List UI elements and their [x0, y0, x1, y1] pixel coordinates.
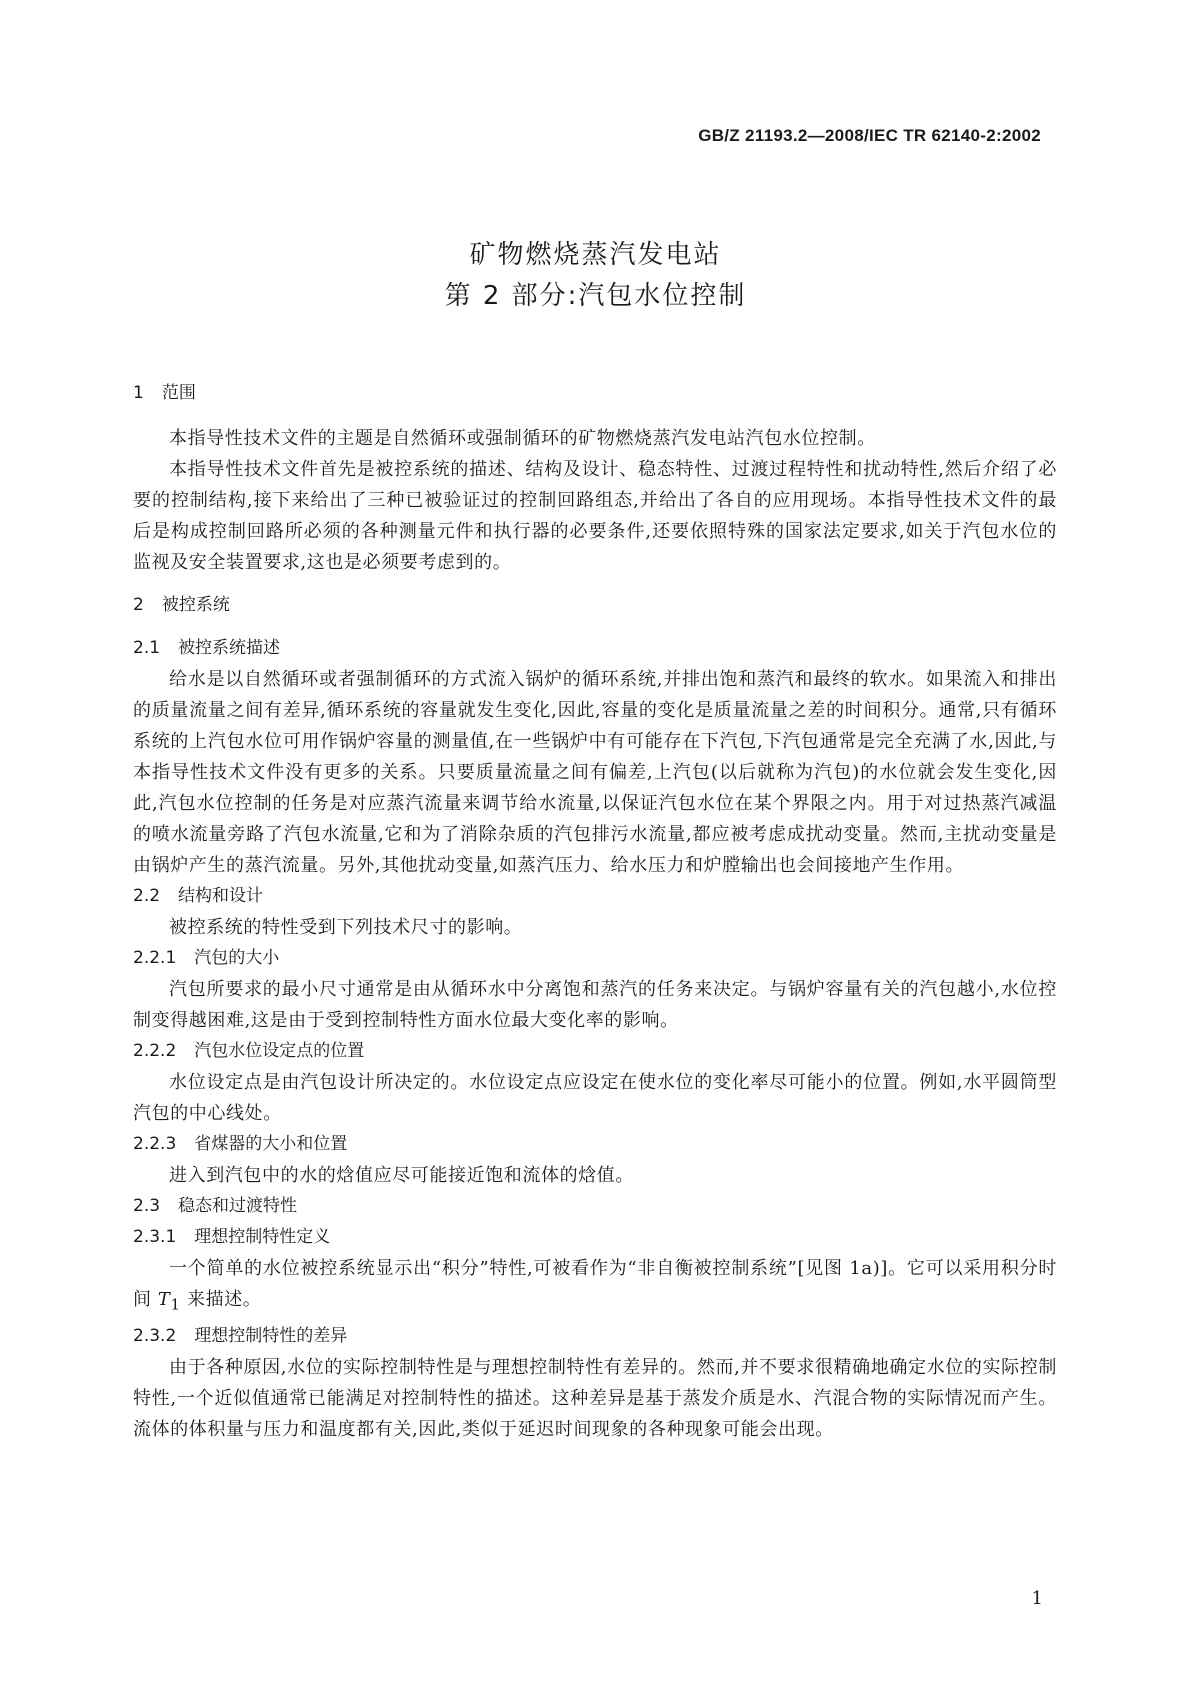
section-number: 2.2.1 — [133, 948, 177, 968]
section-number: 2.2.2 — [133, 1041, 177, 1061]
paragraph-text: 来描述。 — [180, 1289, 262, 1310]
section-title: 汽包的大小 — [194, 948, 280, 968]
paragraph: 水位设定点是由汽包设计所决定的。水位设定点应设定在使水位的变化率尽可能小的位置。例如,水平圆筒型汽包的中心线处。 — [133, 1072, 1057, 1124]
section-heading-2-2-2 — [133, 1036, 1057, 1067]
section-number: 2.3.2 — [133, 1325, 177, 1346]
section-heading-2-3 — [133, 1191, 1057, 1222]
section-title: 被控系统 — [161, 595, 230, 615]
page-number: 1 — [1031, 1588, 1043, 1609]
section-heading-2 — [133, 590, 1057, 621]
document-title-line1: 矿物燃烧蒸汽发电站 — [469, 240, 722, 270]
section-number: 2.3.1 — [133, 1227, 177, 1247]
section-heading-2-2 — [133, 881, 1057, 912]
variable-subscript: 1 — [170, 1295, 181, 1314]
section-heading-1 — [133, 378, 1057, 409]
paragraph: 本指导性技术文件首先是被控系统的描述、结构及设计、稳态特性、过渡过程特性和扰动特性,然后介绍了必要的控制结构,接下来给出了三种已被验证过的控制回路组态,并给出了各自的应用现场。本指导性技术文件的最后是构成控制回路所必须的各种测量元件和执行器的必要条件,还要依照特殊的国家法定要求,如关于汽包水位的监视及安全装置要求,这也是必须要考虑到的。 — [133, 459, 1057, 573]
section-heading-2-1 — [133, 633, 1057, 664]
document-title-line2: 第 2 部分:汽包水位控制 — [444, 281, 747, 311]
section-title: 理想控制特性的差异 — [194, 1325, 348, 1346]
section-heading-2-3-1 — [133, 1222, 1057, 1253]
section-number: 2.2.3 — [133, 1134, 177, 1154]
section-title: 省煤器的大小和位置 — [194, 1134, 348, 1154]
paragraph: 被控系统的特性受到下列技术尺寸的影响。 — [169, 917, 523, 938]
paragraph: 给水是以自然循环或者强制循环的方式流入锅炉的循环系统,并排出饱和蒸汽和最终的软水。如果流入和排出的质量流量之间有差异,循环系统的容量就发生变化,因此,容量的变化是质量流量之差的时间积分。通常,只有循环系统的上汽包水位可用作锅炉容量的测量值,在一些锅炉中有可能存在下汽包,下汽包通常是完全充满了水,因此,与本指导性技术文件没有更多的关系。只要质量流量之间有偏差,上汽包(以后就称为汽包)的水位就会发生变化,因此,汽包水位控制的任务是对应蒸汽流量来调节给水流量,以保证汽包水位在某个界限之内。用于对过热蒸汽减温的喷水流量旁路了汽包水流量,它和为了消除杂质的汽包排污水流量,都应被考虑成扰动变量。然而,主扰动变量是由锅炉产生的蒸汽流量。另外,其他扰动变量,如蒸汽压力、给水压力和炉膛输出也会间接地产生作用。 — [133, 669, 1057, 876]
section-heading-2-2-3 — [133, 1129, 1057, 1160]
paragraph: 进入到汽包中的水的焓值应尽可能接近饱和流体的焓值。 — [169, 1165, 634, 1186]
section-title: 结构和设计 — [178, 886, 264, 906]
paragraph: 汽包所要求的最小尺寸通常是由从循环水中分离饱和蒸汽的任务来决定。与锅炉容量有关的汽包越小,水位控制变得越困难,这是由于受到控制特性方面水位最大变化率的影响。 — [133, 979, 1057, 1031]
section-number: 2 — [133, 595, 144, 615]
section-heading-2-3-2 — [133, 1321, 1057, 1352]
section-title: 稳态和过渡特性 — [178, 1196, 298, 1216]
section-number: 2.3 — [133, 1196, 161, 1216]
paragraph: 由于各种原因,水位的实际控制特性是与理想控制特性有差异的。然而,并不要求很精确地确定水位的实际控制特性,一个近似值通常已能满足对控制特性的描述。这种差异是基于蒸发介质是水、汽混合物的实际情况而产生。流体的体积量与压力和温度都有关,因此,类似于延迟时间现象的各种现象可能会出现。 — [133, 1356, 1057, 1440]
section-number: 1 — [133, 383, 144, 403]
section-title: 汽包水位设定点的位置 — [194, 1041, 365, 1061]
section-title: 被控系统描述 — [178, 638, 281, 658]
paragraph: 本指导性技术文件的主题是自然循环或强制循环的矿物燃烧蒸汽发电站汽包水位控制。 — [169, 428, 876, 449]
section-number: 2.2 — [133, 886, 161, 906]
document-body — [133, 378, 1057, 1445]
paragraph — [133, 1253, 1057, 1321]
section-title: 理想控制特性定义 — [194, 1227, 331, 1247]
section-number: 2.1 — [133, 638, 161, 658]
variable-symbol: T — [157, 1289, 171, 1310]
section-title: 范围 — [161, 383, 196, 403]
paragraph-text: 一个简单的水位被控系统显示出“积分”特性,可被看作为“非自衡被控制系统”[见图 1a)]。它可以采用积分时间 — [133, 1258, 1057, 1310]
standard-code: GB/Z 21193.2—2008/IEC TR 62140-2:2002 — [698, 126, 1041, 145]
section-heading-2-2-1 — [133, 943, 1057, 974]
